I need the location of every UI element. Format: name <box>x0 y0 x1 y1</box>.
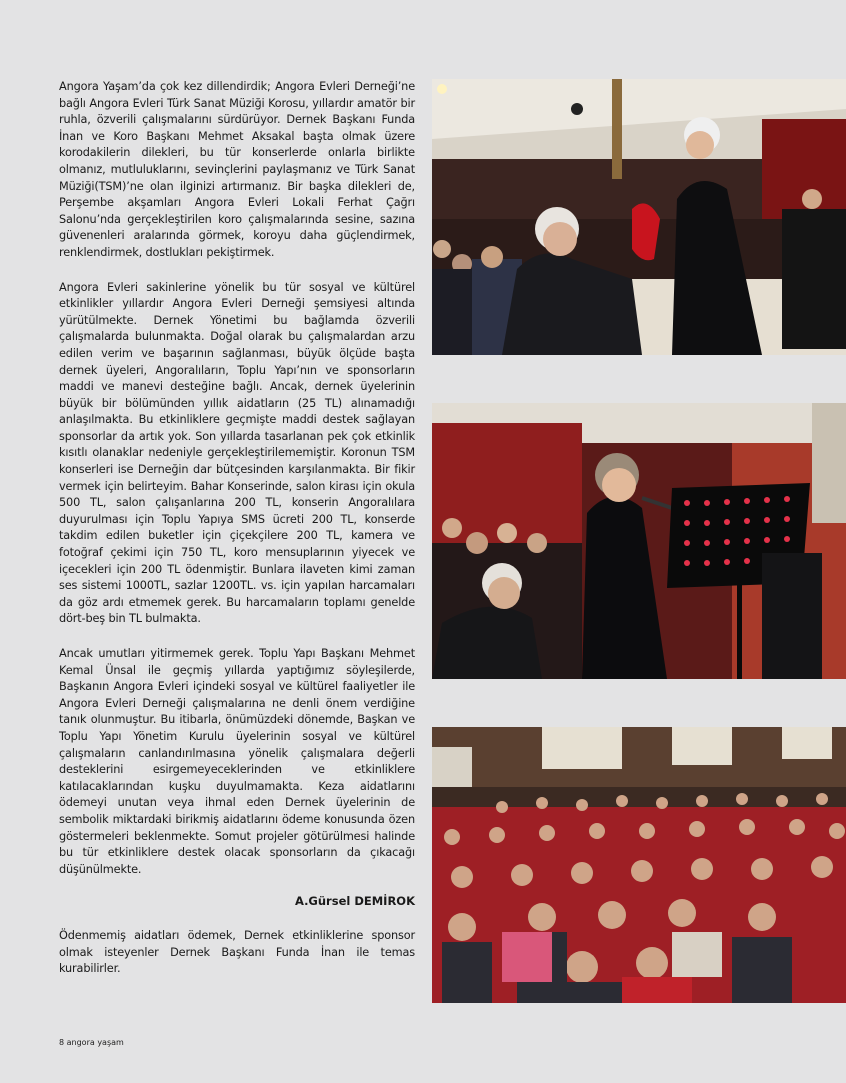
photo-flower-presentation <box>432 79 846 355</box>
photo-singer-performance <box>432 403 846 679</box>
paragraph-3: Ancak umutları yitirmemek gerek. Toplu Yapı Başkanı Mehmet Kemal Ünsal ile geçmiş yıllarda yaptığımız söyleşilerde, Başkanın Angora Evleri içindeki sosyal ve kültürel faaliyetler ile Angora Evleri Derneği çalışmalarına ne denli önem verdiğine tanık olunmuştur. Bu itibarla, önümüzdeki dönemde, Başkan ve Toplu Yapı Yönetim Kurulu üyelerinin sosyal ve kültürel çalışmaların canlandırılmasına yönelik çalışmalara değerli desteklerini esirgemeyeceklerinden ve etkinliklere katılacaklarından kuşku duyulmamakta. Keza aidatlarını ödemeyi unutan veya ihmal eden Dernek üyelerinin de sembolik miktardaki birikmiş aidatlarını ödeme konusunda özen göstermeleri beklenmekte. Somut projeler götürülmesi halinde bu tür etkinliklere destek olacak sponsorların da çıkacağı düşünülmekte. <box>59 647 415 876</box>
closing-note: Ödenmemiş aidatları ödemek, Dernek etkinliklerine sponsor olmak isteyenler Dernek Başkanı Funda İnan ile temas kurabilirler. <box>59 928 415 976</box>
author-signature: A.Gürsel DEMİROK <box>294 894 415 909</box>
paragraph-2: Angora Evleri sakinlerine yönelik bu tür sosyal ve kültürel etkinlikler yıllardır Angora Evleri Derneği şemsiyesi altında yürütülmekte. Dernek Yönetimi bu bağlamda özverili çalışmalarda bulunmakta. Doğal olarak bu çalışmalardan arzu edilen verim ve başarının sağlanması, büyük ölçüde başta dernek üyeleri, Angoralıların, Toplu Yapı’nın ve sponsorların maddi ve manevi desteğine bağlı. Ancak, dernek üyelerinin büyük bir bölümünden yıllık aidatların (25 TL) alınamadığı anlaşılmakta. Bu etkinliklere geçmişte maddi destek sağlayan sponsorlar da artık yok. Son yıllarda tasarlanan pek çok etkinlik kısıtlı olanaklar nedeniyle gerçekleştirilememiştir. Koronun TSM konserleri ise Derneğin dar bütçesinden karşılanmakta. Bir fikir vermek için belirteyim. Bahar Konserinde, salon kirası için okula 500 TL, salon çalışanlarına 200 TL, konserin Angoralılara duyurulması için Toplu Yapıya SMS ücreti 200 TL, konserde takdim edilen buketler için çiçekçilere 200 TL, kamera ve fotoğraf çekimi için 750 TL, koro mensuplarının yiyecek ve içecekleri için 200 TL ödenmiştir. Bunlara ilaveten kimi zaman ses sistemi 1000TL, sazlar 1200TL. vs. için yapılan harcamaları da göz ardı etmemek gerek. Bu harcamaların toplamı genelde dört-beş bin TL bulmakta. <box>59 280 415 626</box>
paragraph-1: Angora Yaşam’da çok kez dillendirdik; Angora Evleri Derneği’ne bağlı Angora Evleri Türk Sanat Müziği Korosu, yıllardır amatör bir ruhla, özverili çalışmalarını sürdürüyor. Dernek Başkanı Funda İnan ve Koro Başkanı Mehmet Aksakal başta olmak üzere korodakilerin dilekleri, bu tür konserlerde onlarla birlikte olmanız, mutluluklarını, sevinçlerini paylaşmanız ve Türk Sanat Müziği(TSM)’ne olan ilginizi artırmanız. Bir başka dilekleri de, Perşembe akşamları Angora Evleri Lokali Ferhat Çağrı Salonu’nda gerçekleştirilen koro çalışmalarında sesine, sazına güvenenleri aralarında görmek, koroyu daha güçlendirmek, renklendirmek, dostlukları pekiştirmek. <box>59 80 415 259</box>
article-body <box>59 79 415 978</box>
photo-audience <box>432 727 846 1003</box>
page-footer: 8 angora yaşam <box>59 1038 124 1047</box>
